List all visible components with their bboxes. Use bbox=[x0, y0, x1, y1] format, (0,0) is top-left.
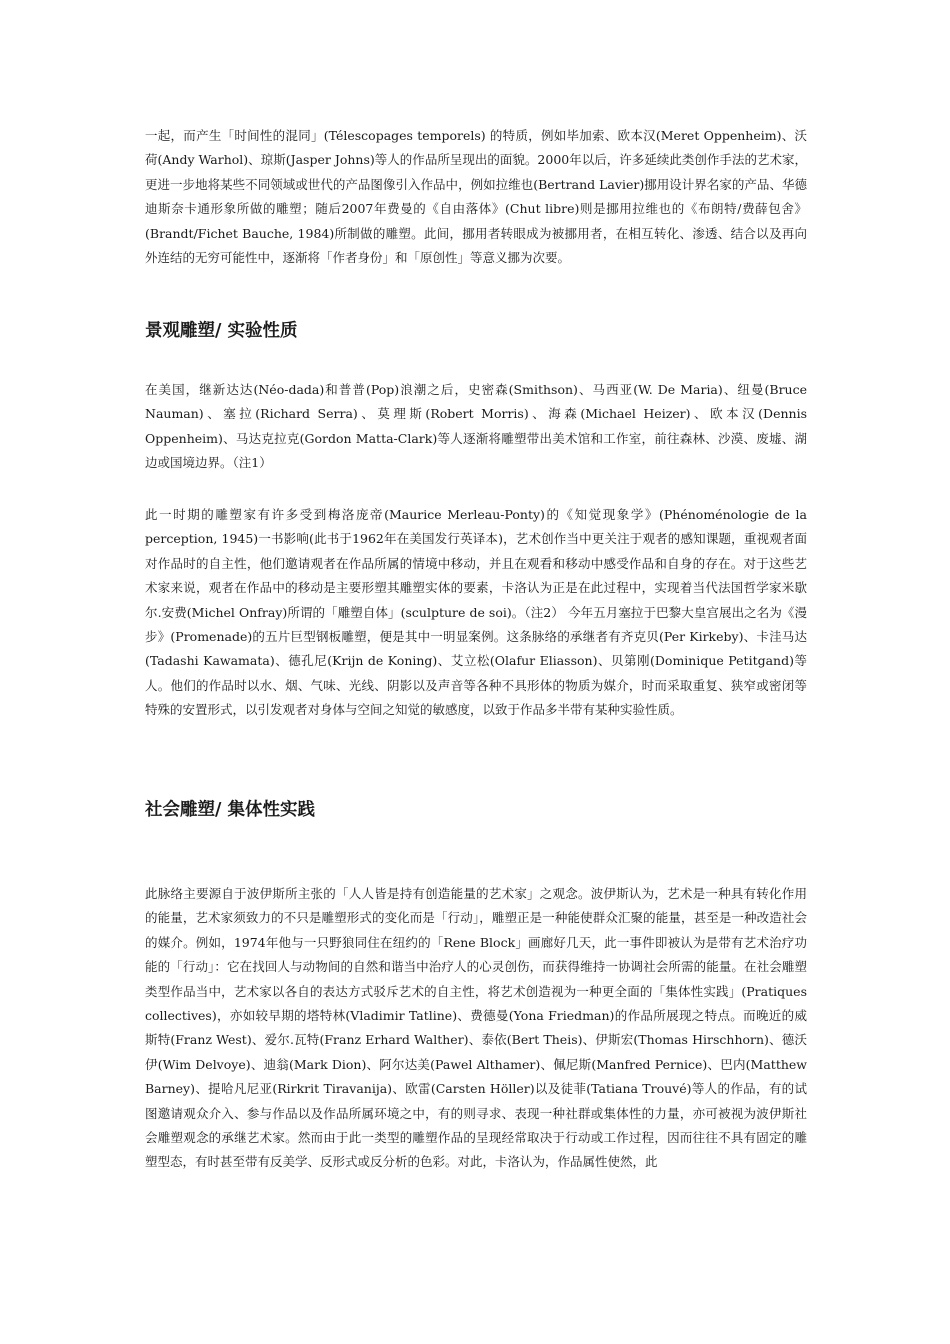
section-heading-landscape-sculpture: 景观雕塑/ 实验性质 bbox=[145, 321, 298, 341]
section-heading-social-sculpture: 社会雕塑/ 集体性实践 bbox=[145, 800, 315, 820]
paragraph-social-sculpture: 此脉络主要源自于波伊斯所主张的「人人皆是持有创造能量的艺术家」之观念。波伊斯认为，艺术是一种具有转化作用的能量，艺术家须致力的不只是雕塑形式的变化而是「行动」，雕塑正是一种能使群众汇聚的能量，甚至是一种改造社会的媒介。例如，1974年他与一只野狼同住在纽约的「Rene Block」画廊好几天，此一事件即被认为是带有艺术治疗功能的「行动」：它在找回人与动物间的自然和谐当中治疗人的心灵创伤，而获得维持一协调社会所需的能量。在社会雕塑类型作品当中，艺术家以各自的表达方式驳斥艺术的自主性，将艺术创造视为一种更全面的「集体性实践」(Pratiques collectives)，亦如较早期的塔特林(Vladimir Tatline)、费德曼(Yona Friedman)的作品所展现之特点。而晚近的威斯特(Franz West)、爱尔.瓦特(Franz Erhard Walther)、泰依(Bert Theis)、伊斯宏(Thomas Hirschhorn)、德沃伊(Wim Delvoye)、迪翁(Mark Dion)、阿尔达美(Pawel Althamer)、佩尼斯(Manfred Pernice)、巴内(Matthew Barney)、提哈凡尼亚(Rirkrit Tiravanija)、欧雷(Carsten Höller)以及徒菲(Tatiana Trouvé)等人的作品，有的试图邀请观众介入、参与作品以及作品所属环境之中，有的则寻求、表现一种社群或集体性的力量，亦可被视为波伊斯社会雕塑观念的承继艺术家。然而由于此一类型的雕塑作品的呈现经常取决于行动或工作过程，因而往往不具有固定的雕塑型态，有时甚至带有反美学、反形式或反分析的色彩。对此，卡洛认为，作品属性使然，此 bbox=[145, 886, 807, 1170]
paragraph-appropriation: 一起，而产生「时间性的混同」(Télescopages temporels) 的特质，例如毕加索、欧本汉(Meret Oppenheim)、沃荷(Andy Warhol)、琼斯(Jasper Johns)等人的作品所呈现出的面貌。2000年以后，许多延续此类创作手法的艺术家，更进一步地将某些不同领域或世代的产品图像引入作品中，例如拉维也(Bertrand Lavier)挪用设计界名家的产品、华德迪斯奈卡通形象所做的雕塑；随后2007年费曼的《自由落体》(Chut libre)则是挪用拉维也的《布朗特/费薛包舍》(Brandt/Fichet Bauche, 1984)所制做的雕塑。此间，挪用者转眼成为被挪用者，在相互转化、渗透、结合以及再向外连结的无穷可能性中，逐渐将「作者身份」和「原创性」等意义挪为次要。 bbox=[145, 128, 807, 266]
paragraph-landscape-artists: 在美国，继新达达(Néo-dada)和普普(Pop)浪潮之后，史密森(Smithson)、马西亚(W. De Maria)、纽曼(Bruce Nauman)、塞拉(Richard Serra)、莫理斯(Robert Morris)、海森(Michael Heizer)、欧本汉(Dennis Oppenheim)、马达克拉克(Gordon Matta-Clark)等人逐渐将雕塑带出美术馆和工作室，前往森林、沙漠、废墟、湖边或国境边界。（注1） bbox=[145, 382, 807, 471]
paragraph-phenomenology: 此一时期的雕塑家有许多受到梅洛庞帝(Maurice Merleau-Ponty)的《知觉现象学》(Phénoménologie de la perception, 1945)一书影响(此书于1962年在美国发行英译本)，艺术创作当中更关注于观者的感知课题，重视观者面对作品时的自主性，他们邀请观者在作品所属的情境中移动，并且在观看和移动中感受作品和自身的存在。对于这些艺术家来说，观者在作品中的移动是主要形塑其雕塑实体的要素，卡洛认为正是在此过程中，实现着当代法国哲学家米歇尔.安费(Michel Onfray)所谓的「雕塑自体」(sculpture de soi)。（注2） 今年五月塞拉于巴黎大皇宫展出之名为《漫步》(Promenade)的五片巨型钢板雕塑，便是其中一明显案例。这条脉络的承继者有齐克贝(Per Kirkeby)、卡洼马达(Tadashi Kawamata)、德孔尼(Krijn de Koning)、艾立松(Olafur Eliasson)、贝第刚(Dominique Petitgand)等人。他们的作品时以水、烟、气味、光线、阴影以及声音等各种不具形体的物质为媒介，时而采取重复、狭窄或密闭等特殊的安置形式，以引发观者对身体与空间之知觉的敏感度，以致于作品多半带有某种实验性质。 bbox=[145, 507, 807, 718]
